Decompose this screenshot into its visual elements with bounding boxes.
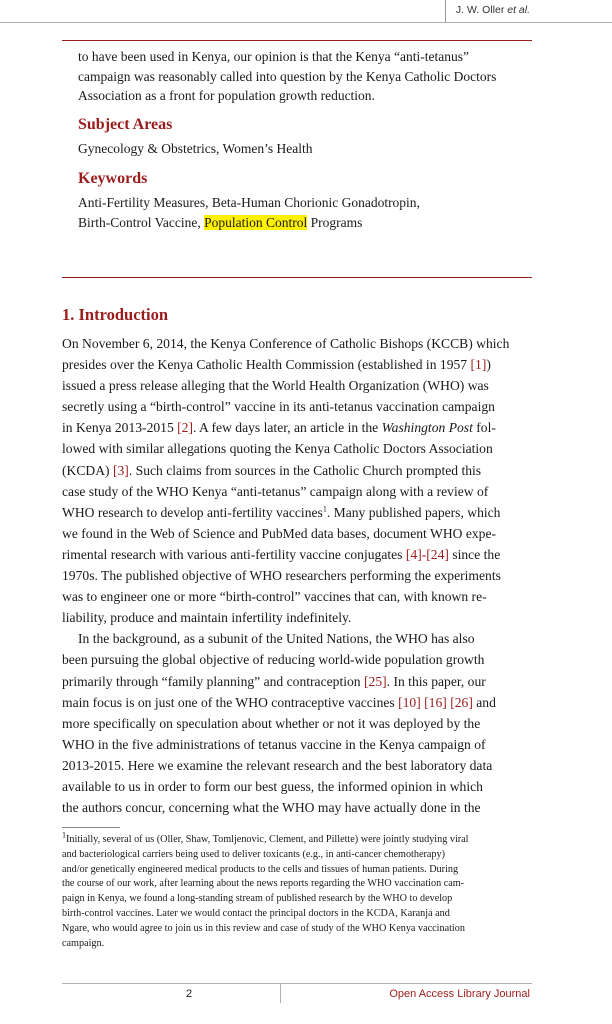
footer-divider [280,983,281,1003]
text-line [62,417,532,438]
text-span: . In this paper, our [386,673,486,689]
text-line [62,354,532,375]
header-rule [0,22,612,23]
introduction-heading: 1. Introduction [62,305,169,324]
abstract-box [62,40,532,278]
text-line: issued a press release alleging that the World Health Organization (WHO) was [62,378,489,394]
highlighted-keyword: Population Control [204,214,308,230]
footnote-text: Initially, several of us (Oller, Shaw, Tomljenovic, Clement, and Pillette) were jointly studying viral [66,834,469,845]
text-line: was to engineer one or more “birth-control” vaccines that can, with known re- [62,589,487,605]
citation-link[interactable]: [16] [424,694,447,710]
keywords-line: Programs [307,214,363,230]
text-span: rimental research with various anti-fertility vaccine conjugates [62,546,406,562]
text-line [62,671,532,692]
citation-link[interactable]: [10] [398,694,421,710]
authors-text: J. W. Oller [455,4,508,16]
text-line: been pursuing the global objective of reducing world-wide population growth [62,652,485,668]
journal-name[interactable]: Open Access Library Journal [389,988,530,1000]
footnote-marker[interactable]: 1 [322,504,327,514]
text-span: . Such claims from sources in the Catholic Church prompted this [128,462,482,478]
abstract-tail [78,47,530,106]
header-authors [456,0,612,22]
text-line: case study of the WHO Kenya “anti-tetanus” campaign along with a review of [62,483,489,499]
header-divider [445,0,446,22]
keywords-text [78,193,530,232]
subject-areas-text: Gynecology & Obstetrics, Women’s Health [78,140,313,156]
text-span: (KCDA) [62,462,113,478]
citation-link[interactable]: [3] [112,462,129,478]
subject-areas-heading: Subject Areas [78,115,173,133]
footnote-line [62,830,534,848]
footnote-divider [62,827,120,828]
text-line: liability, produce and maintain infertility indefinitely. [62,610,352,626]
text-span: presides over the Kenya Catholic Health Commission (established in 1957 [62,357,471,373]
abstract-line: campaign was reasonably called into question by the Kenya Catholic Doctors [78,68,497,84]
text-line: secretly using a “birth-control” vaccine in its anti-tetanus vaccination campaign [62,399,495,415]
text-span: and [472,694,496,710]
footnote-line: paign in Kenya, we found a long-standing stream of published research by the WHO to develop [62,893,453,905]
text-line: In the background, as a subunit of the United Nations, the WHO has also [78,631,475,647]
keywords-line: Birth-Control Vaccine, [78,214,205,230]
text-span: since the [448,546,501,562]
footnote-line: the course of our work, after learning about the news reports regarding the WHO vaccination cam- [62,878,465,890]
authors-etal: et al. [507,4,530,16]
text-line: lowed with similar allegations quoting the Kenya Catholic Doctors Association [62,441,493,457]
page-number: 2 [186,988,193,1000]
text-span: main focus is on just one of the WHO contraceptive vaccines [62,694,399,710]
footnote-line: and/or genetically engineered medical products to the cells and tissues of human patients. During [62,863,459,875]
text-span: WHO research to develop anti-fertility vaccines [62,504,323,520]
text-line: more specifically on speculation about whether or not it was deployed by the [62,715,481,731]
footnote-line: Ngare, who would agree to join us in this review and case of study of the WHO Kenya vaccination [62,922,465,934]
text-line [62,460,532,481]
citation-link[interactable]: [4]-[24] [405,546,449,562]
text-span: in Kenya 2013-2015 [62,420,178,436]
citation-link[interactable]: [2] [177,420,194,436]
keywords-heading: Keywords [78,170,148,187]
abstract-line: Association as a front for population growth reduction. [78,88,375,103]
footnote-line: and bacteriological carriers being used to deliver toxicants (e.g., in anti-cancer chemotherapy) [62,848,445,860]
running-header [445,0,612,22]
abstract-line: to have been used in Kenya, our opinion is that the Kenya “anti-tetanus” [78,49,470,64]
citation-link[interactable]: [1] [470,357,487,373]
text-span: primarily through “family planning” and contraception [62,673,364,689]
text-line: available to us in order to form our best guess, the informed opinion in which [62,778,483,794]
introduction-section [62,305,532,818]
text-line: the authors concur, concerning what the WHO may have actually done in the [62,800,481,816]
citation-link[interactable]: [25] [364,673,387,689]
text-line: 2013-2015. Here we examine the relevant research and the best laboratory data [62,757,493,773]
footnote-line: birth-control vaccines. Later we would contact the principal doctors in the KCDA, Karanja and [62,907,450,919]
intro-paragraph-1 [62,333,532,628]
footnote [62,830,534,951]
text-line: On November 6, 2014, the Kenya Conference of Catholic Bishops (KCCB) which [62,336,510,351]
footnote-number: 1 [62,830,66,840]
text-span: . A few days later, an article in the [193,420,382,436]
text-line [62,544,532,565]
text-line [62,692,532,713]
text-line: 1970s. The published objective of WHO researchers performing the experiments [62,568,501,584]
intro-paragraph-2 [62,628,532,818]
citation-link[interactable]: [26] [450,694,473,710]
italic-title: Washington Post [381,420,473,436]
text-span: ) [486,357,491,373]
text-line: we found in the Web of Science and PubMed data bases, document WHO expe- [62,525,497,541]
text-line: WHO in the five administrations of tetanus vaccine in the Kenya campaign of [62,736,486,752]
keywords-line: Anti-Fertility Measures, Beta-Human Chorionic Gonadotropin, [78,195,420,210]
text-span: fol- [472,420,496,436]
text-line [62,502,532,523]
text-span: . Many published papers, which [326,504,501,520]
footnote-line: campaign. [62,937,105,949]
footer-rule [62,983,532,984]
